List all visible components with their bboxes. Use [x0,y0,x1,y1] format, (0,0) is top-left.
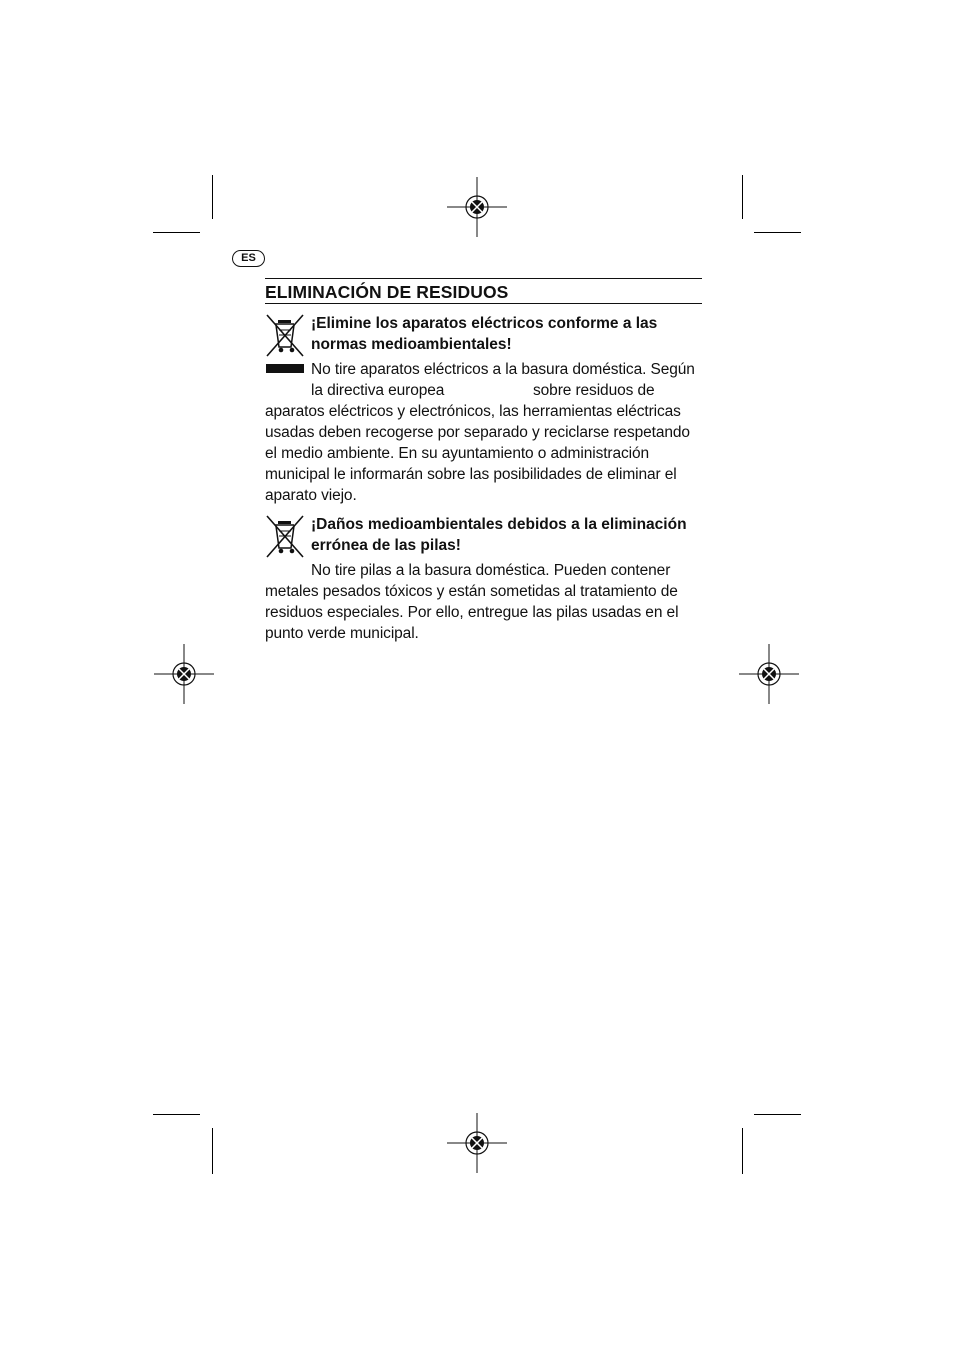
warning-title-line: ¡Elimine los aparatos eléctricos conforme a las [311,315,658,332]
crop-mark [153,1114,200,1115]
body-text-line: la directiva europea [311,382,445,399]
crop-mark [153,232,200,233]
crop-mark [742,175,743,219]
body-text-line: sobre residuos de [533,382,655,399]
warning-title-line: errónea de las pilas! [311,537,461,554]
body-text-line: el medio ambiente. En su ayuntamiento o administración [265,445,650,462]
registration-mark-icon [739,644,799,704]
crop-mark [754,1114,801,1115]
registration-mark-icon [447,177,507,237]
registration-mark-icon [154,644,214,704]
body-text-line: aparatos eléctricos y electrónicos, las herramientas eléctricas [265,403,681,420]
crop-mark [212,1128,213,1174]
crop-mark [754,232,801,233]
body-text-line: No tire aparatos eléctricos a la basura doméstica. Según [311,361,695,378]
warning-title-line: normas medioambientales! [311,336,512,353]
redacted-bar [266,364,304,373]
body-text-line: aparato viejo. [265,487,357,504]
registration-mark-icon [447,1113,507,1173]
body-text-line: metales pesados tóxicos y están sometidas al tratamiento de [265,583,678,600]
body-text-line: punto verde municipal. [265,625,419,642]
language-badge: ES [232,250,265,267]
heading-rule-bottom [265,303,702,304]
body-text-line: No tire pilas a la basura doméstica. Pueden contener [311,562,671,579]
crossed-out-wheelie-bin-icon [265,515,305,558]
warning-title-line: ¡Daños medioambientales debidos a la eliminación [311,516,687,533]
heading-rule-top [265,278,702,279]
section-title: ELIMINACIÓN DE RESIDUOS [265,282,509,302]
body-text-line: municipal le informarán sobre las posibilidades de eliminar el [265,466,677,483]
crop-mark [212,175,213,219]
crossed-out-wheelie-bin-icon [265,314,305,357]
body-text-line: residuos especiales. Por ello, entregue las pilas usadas en el [265,604,679,621]
body-text-line: usadas deben recogerse por separado y reciclarse respetando [265,424,690,441]
crop-mark [742,1128,743,1174]
